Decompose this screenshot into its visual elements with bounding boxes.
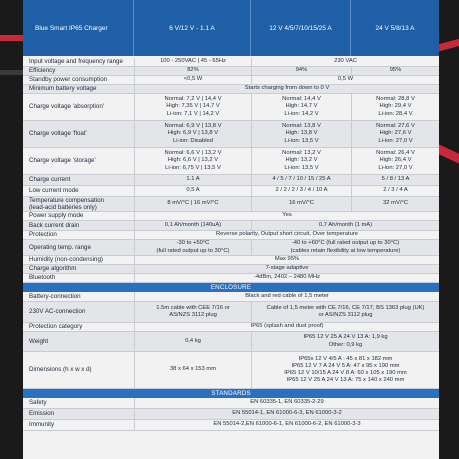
- spec-row: [23, 58, 439, 67]
- spec-value: 8 mV/°C | 16 mV/°C: [134, 197, 251, 211]
- spec-value: Starts charging from down to 0 V: [134, 85, 439, 93]
- spec-value: 0,4 kg: [134, 332, 251, 351]
- spec-value: 100 - 250VAC | 45 - 65Hz: [134, 58, 251, 66]
- spec-value: Yes: [134, 212, 439, 220]
- spec-row: [23, 323, 439, 332]
- spec-label: Protection: [29, 231, 57, 239]
- spec-label: Operating temp. range: [29, 243, 91, 251]
- spec-value: Normal: 6,6 V | 13,2 V High: 6,6 V | 13,2 V Li-ion: 6,75 V | 13,5 V: [134, 148, 251, 174]
- spec-row: [23, 352, 439, 389]
- spec-label: Protection category: [29, 323, 83, 331]
- spec-value: EN 55014-1, EN 61000-6-3, EN 61000-3-2: [134, 409, 439, 419]
- spec-row: [23, 231, 439, 240]
- spec-value: -40 to +60°C (full rated output up to 30°C) (cables retain flexibility at low temperature): [251, 240, 439, 255]
- spec-row: [23, 274, 439, 283]
- spec-label: Efficiency: [29, 67, 56, 75]
- spec-label: Safety: [29, 399, 47, 407]
- spec-row: [23, 398, 439, 409]
- spec-label: Charge voltage 'float': [29, 130, 87, 138]
- spec-label: Power supply mode: [29, 212, 84, 220]
- spec-value: Normal: 14,4 V High: 14,7 V Li-ion: 14,2 V: [251, 94, 351, 120]
- spec-value: Max 95%: [134, 256, 439, 264]
- spec-label: Dimensions (h x w x d): [29, 366, 92, 374]
- spec-row: [23, 76, 439, 85]
- spec-value: Reverse polarity, Output short circuit, Over temperature: [134, 231, 439, 239]
- spec-label: Humidity (non-condensing): [29, 256, 103, 264]
- spec-sheet: [23, 0, 439, 459]
- spec-value: Normal: 27,6 V High: 27,6 V Li-ion: 27,0 V: [351, 121, 439, 147]
- spec-value: 7-stage adaptive: [134, 265, 439, 273]
- standards-section-header: STANDARDS: [23, 389, 439, 398]
- model-column-2: 12 V 4/5/7/10/15/25 A: [251, 0, 351, 56]
- spec-row: [23, 85, 439, 94]
- spec-value: Normal: 13,8 V High: 13,8 V Li-ion: 13,5 V: [251, 121, 351, 147]
- spec-row: [23, 212, 439, 221]
- spec-value: Normal: 26,4 V High: 26,4 V Li-ion: 27,0 V: [351, 148, 439, 174]
- spec-value: 95%: [351, 67, 439, 75]
- spec-value: 32 mV/°C: [351, 197, 439, 211]
- spec-label: Charge voltage 'absorption': [29, 103, 104, 111]
- black-cable: [0, 70, 25, 75]
- spec-row: [23, 186, 439, 197]
- spec-value: IP65 (splash and dust proof): [134, 323, 439, 331]
- spec-value: -30 to +50°C (full rated output up to 30°C): [134, 240, 251, 255]
- spec-row: [23, 409, 439, 420]
- enclosure-section-header: ENCLOSURE: [23, 283, 439, 292]
- spec-value: -4dBm, 2402 – 2480 MHz: [134, 274, 439, 282]
- spec-value: Black and red cable of 1,5 meter: [134, 292, 439, 301]
- spec-label: Back current drain: [29, 221, 80, 229]
- spec-value: 1.1 A: [134, 175, 251, 185]
- spec-value: Cable of 1,5 meter with CE 7/16, CE 7/17, BS 1363 plug (UK) or AS/NZS 3112 plug: [251, 302, 439, 322]
- spec-value: 94%: [251, 67, 351, 75]
- spec-row: [23, 121, 439, 148]
- spec-row: [23, 265, 439, 274]
- spec-row: [23, 332, 439, 352]
- spec-row: [23, 302, 439, 323]
- spec-value: 1.5m cable with CEE 7/16 or AS/NZS 3112 plug: [134, 302, 251, 322]
- model-column-3: 24 V 5/8/13 A: [375, 24, 415, 32]
- spec-value: 2 / 2 / 2 / 3 / 4 / 10 A: [251, 186, 351, 196]
- product-title: Blue Smart IP65 Charger: [23, 0, 134, 56]
- spec-row: [23, 292, 439, 302]
- spec-row: [23, 221, 439, 231]
- spec-row: [23, 148, 439, 175]
- spec-label: Standby power consumption: [29, 76, 108, 84]
- spec-row: [23, 94, 439, 121]
- spec-row: [23, 67, 439, 76]
- spec-row: [23, 240, 439, 256]
- spec-label: Temperature compensation (lead-acid batteries only): [29, 196, 104, 211]
- spec-label: Immunity: [29, 421, 55, 429]
- spec-label: Charge current: [29, 176, 71, 184]
- spec-row: [23, 197, 439, 212]
- spec-value: 0,1 Ah/month (140uA): [134, 221, 251, 230]
- spec-value: 0,7 Ah/month (1 mA): [251, 221, 439, 230]
- spec-value: <0,5 W: [134, 76, 251, 84]
- spec-label: Emission: [29, 410, 55, 418]
- spec-value: Normal: 13,2 V High: 13,2 V Li-ion: 13,5 V: [251, 148, 351, 174]
- spec-label: Bluetooth: [29, 274, 56, 282]
- spec-value: 0,5 W: [251, 76, 439, 84]
- spec-value: 82%: [134, 67, 251, 75]
- spec-value: EN 60335-1, EN 60335-2-29: [134, 398, 439, 408]
- spec-value: IP65s 12 V 4/5 A : 45 x 81 x 182 mm IP65 12 V 7 A 24 V 5 A: 47 x 95 x 190 mm IP65 12 V 10/15 A 24 V 8 A: 60 x 105 x 190 mm IP65 12 V 25 A 24 V 13 A: 75 x 140 x 240 mm: [251, 352, 439, 388]
- spec-row: [23, 256, 439, 265]
- spec-label: Low current mode: [29, 187, 79, 195]
- spec-value: Normal: 6,9 V | 13,8 V High: 6,9 V | 13,8 V Li-ion: Disabled: [134, 121, 251, 147]
- spec-value: EN 55014-2,EN 61000-6-1, EN 61000-6-2, EN 61000-3-3: [134, 420, 439, 430]
- spec-value: 4 / 5 / 7 / 10 / 15 / 25 A: [251, 175, 351, 185]
- spec-header: [23, 0, 439, 56]
- spec-label: 230V AC-connection: [29, 308, 86, 316]
- spec-value: Normal: 28,8 V High: 29,4 V Li-ion: 28,4 V: [351, 94, 439, 120]
- spec-value: 38 x 64 x 153 mm: [134, 352, 251, 388]
- model-column-1: 6 V/12 V - 1.1 A: [134, 0, 251, 56]
- spec-row: [23, 175, 439, 186]
- spec-value: 0,5 A: [134, 186, 251, 196]
- spec-value: Normal: 7,2 V | 14,4 V High: 7,35 V | 14,7 V Li-ion: 7,1 V | 14,2 V: [134, 94, 251, 120]
- spec-value: 5 / 8 / 13 A: [351, 175, 439, 185]
- spec-label: Minimum battery voltage: [29, 85, 97, 93]
- spec-value: 2 / 3 / 4 A: [351, 186, 439, 196]
- spec-value: 16 mV/°C: [251, 197, 351, 211]
- spec-label: Weight: [29, 337, 49, 345]
- spec-label: Charge algorithm: [29, 265, 77, 273]
- spec-table: [23, 58, 439, 431]
- spec-label: Battery-connection: [29, 292, 81, 300]
- spec-label: Charge voltage 'storage': [29, 157, 96, 165]
- spec-label: Input voltage and frequency range: [29, 58, 123, 66]
- spec-value: IP65 12 V 25 A 24 V 13 A: 1,9 kg Other: 0,9 kg: [251, 332, 439, 351]
- spec-value: 230 VAC: [251, 58, 439, 66]
- spec-row: [23, 420, 439, 431]
